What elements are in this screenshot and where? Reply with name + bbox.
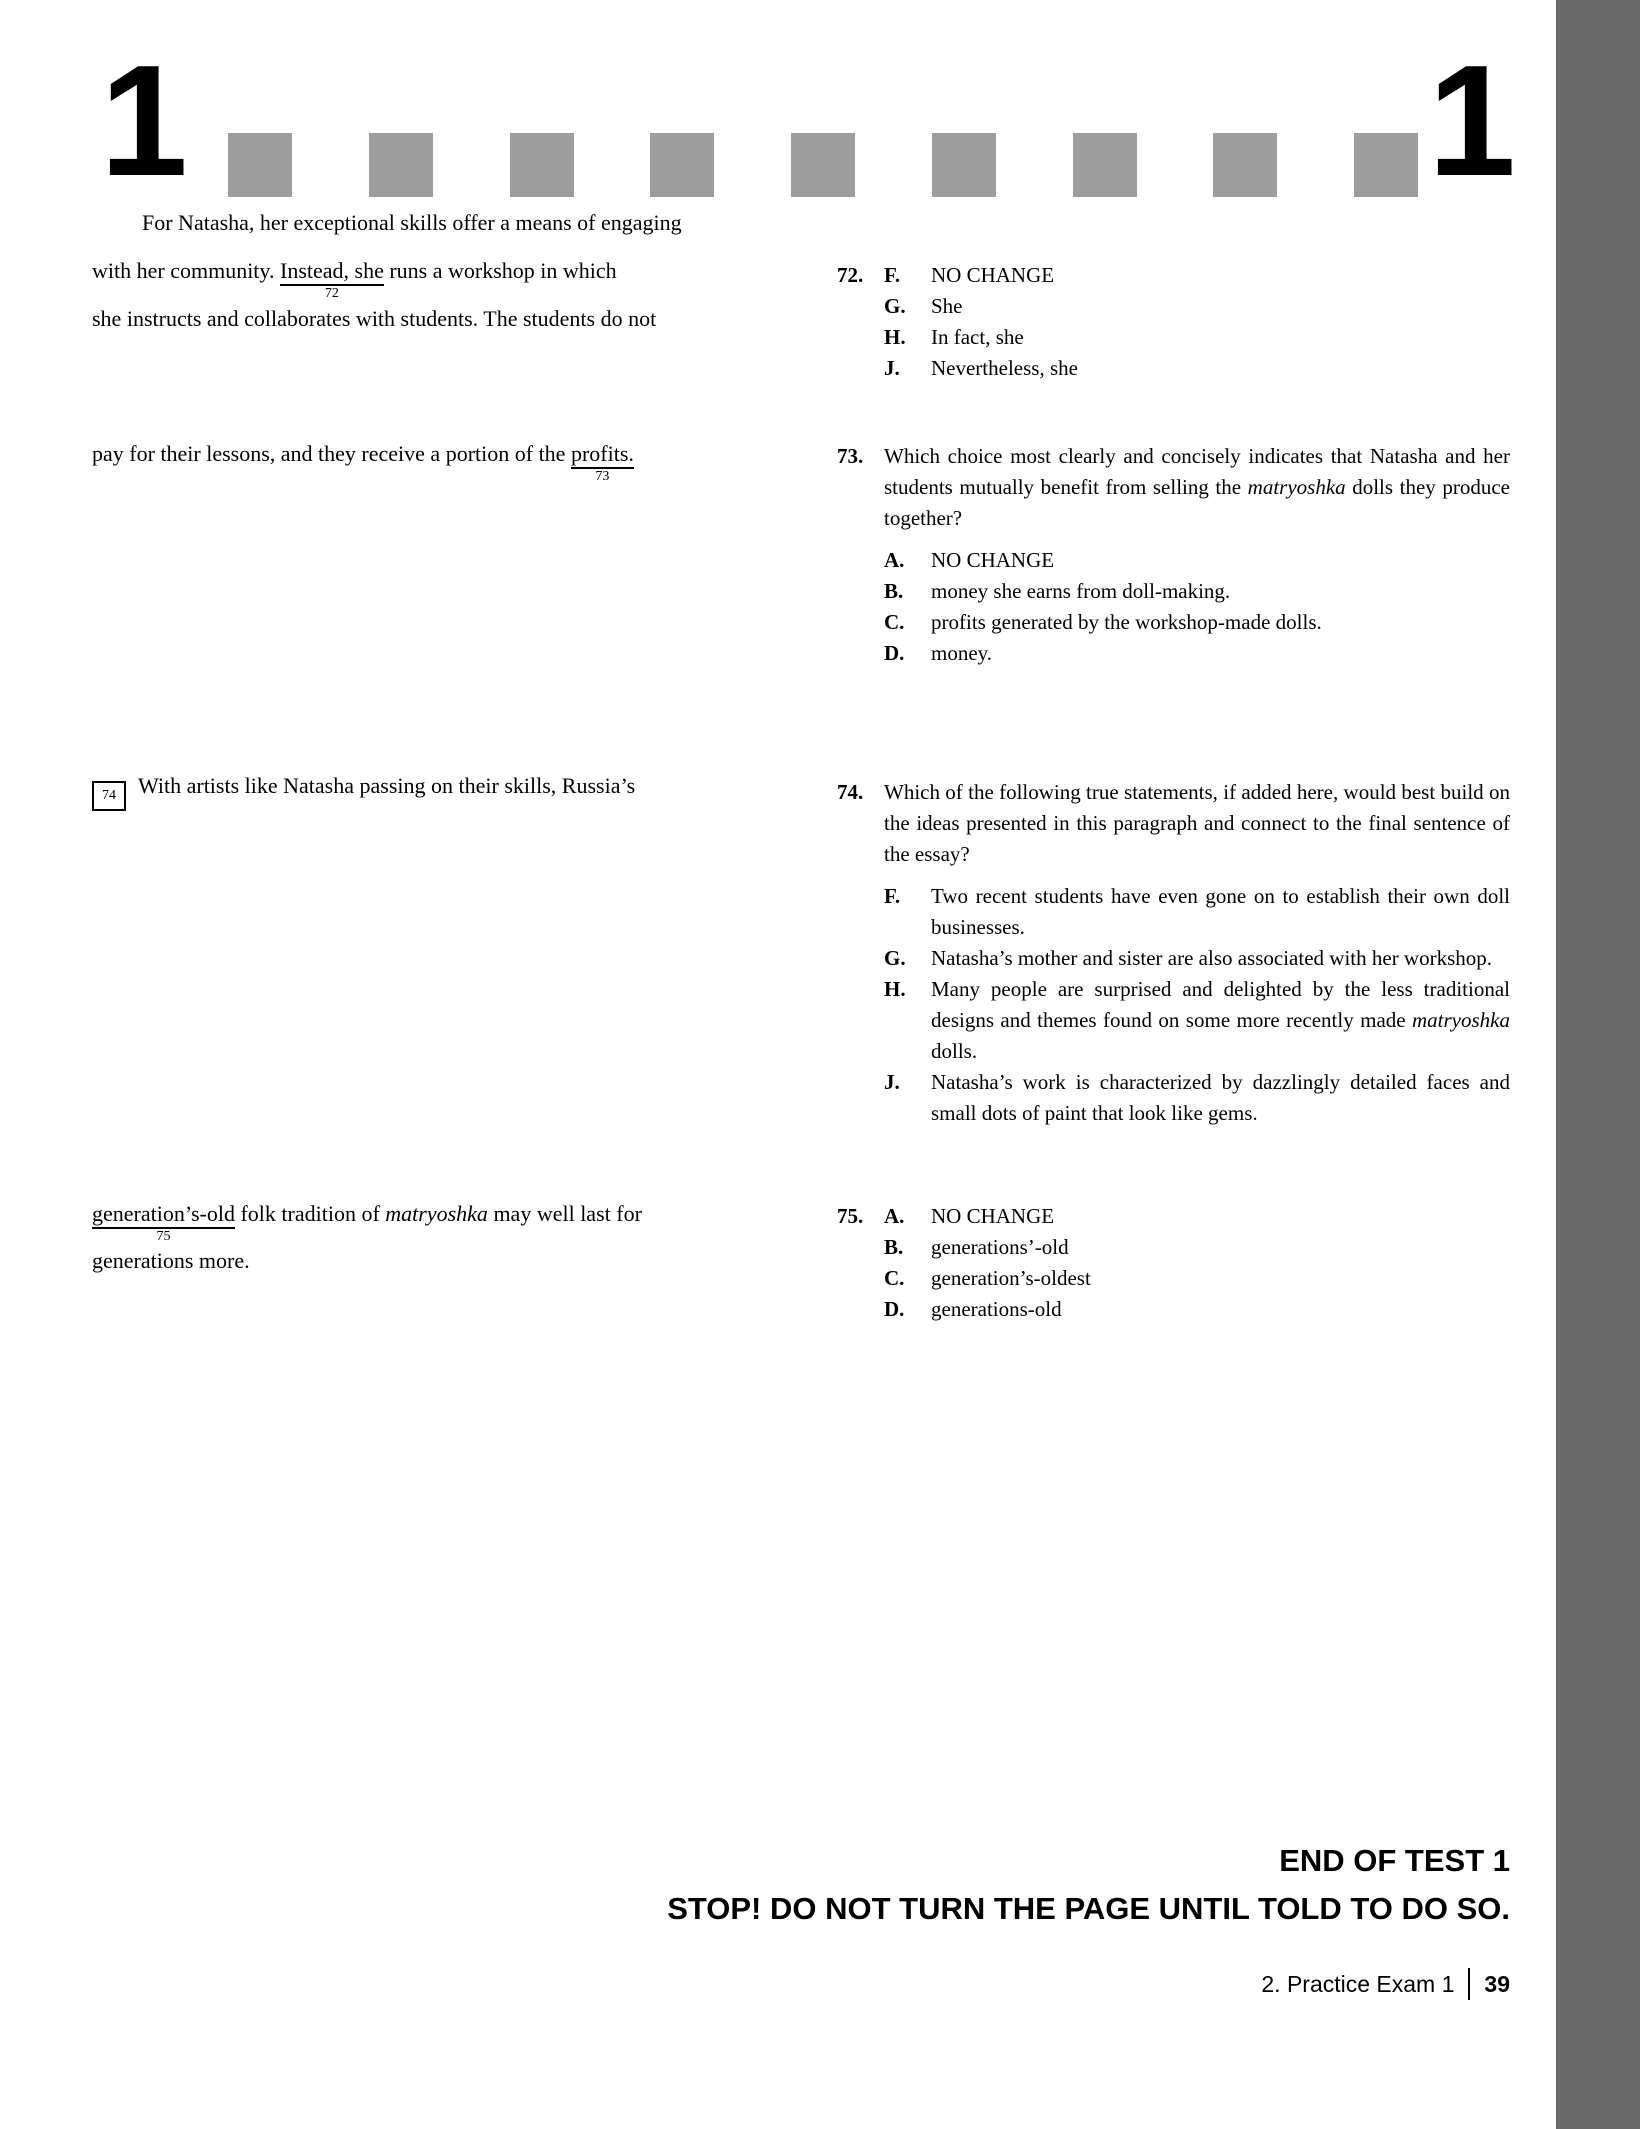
choice-letter: D.	[884, 1297, 905, 1321]
choices	[884, 881, 1510, 1129]
question-number: 73.	[837, 444, 864, 468]
choice-letter: J.	[884, 1070, 900, 1094]
header-square	[1073, 133, 1137, 197]
choice-letter: A.	[884, 1204, 905, 1228]
choices	[884, 545, 1510, 669]
choice-letter: H.	[884, 325, 906, 349]
choice-letter: B.	[884, 579, 904, 603]
question-74	[837, 777, 1510, 1129]
question-number: 74.	[837, 780, 864, 804]
question-number: 75.	[837, 1204, 864, 1228]
underlined-segment-73	[570, 441, 634, 484]
choice-letter: F.	[884, 263, 901, 287]
passage-line	[92, 1201, 642, 1244]
footer-page-number: 39	[1484, 1970, 1510, 1997]
header-square	[510, 133, 574, 197]
question-75	[837, 1201, 1510, 1325]
header-numeral-right: 1	[1428, 33, 1512, 209]
choice-text: generations-old	[931, 1297, 1062, 1321]
choice-text: Two recent students have even gone on to establish their own doll businesses.	[931, 884, 1510, 939]
choice-text: NO CHANGE	[931, 1204, 1055, 1228]
passage-text: pay for their lessons, and they receive a portion of the	[92, 441, 571, 466]
choice-text-part: Many people are surprised and delighted by the less traditional designs and themes found on some more recently made	[931, 977, 1510, 1032]
boxed-sentence-number-74: 74	[92, 781, 126, 811]
header-square	[932, 133, 996, 197]
choice-text: money she earns from doll-making.	[931, 579, 1231, 603]
choice-73-c	[884, 607, 1510, 638]
underlined-text: Instead, she	[280, 258, 384, 283]
choice-text-part: dolls.	[931, 1039, 978, 1063]
choice-text: Nevertheless, she	[931, 356, 1078, 380]
header-square	[791, 133, 855, 197]
choice-text: In fact, she	[931, 325, 1024, 349]
stem-italic-term: matryoshka	[1247, 475, 1346, 499]
choice-text: generations’-old	[931, 1235, 1069, 1259]
choice-74-j	[884, 1067, 1510, 1129]
choice-72-h	[884, 322, 1510, 353]
header-square	[369, 133, 433, 197]
segment-number-75: 75	[156, 1229, 171, 1244]
choice-letter: C.	[884, 610, 905, 634]
footer-section-label: 2. Practice Exam 1	[1261, 1970, 1455, 1997]
question-73	[837, 441, 1510, 669]
passage-text: With artists like Natasha passing on their skills, Russia’s	[138, 773, 636, 798]
choice-74-h	[884, 974, 1510, 1067]
passage-line	[92, 210, 682, 236]
passage-line	[92, 258, 617, 301]
choice-letter: H.	[884, 977, 906, 1001]
question-72	[837, 260, 1510, 384]
underlined-text: profits.	[570, 441, 634, 466]
passage-text: folk tradition of	[234, 1201, 386, 1226]
underlined-text: generation’s-old	[92, 1201, 235, 1226]
choice-73-d	[884, 638, 1510, 669]
choice-letter: G.	[884, 294, 906, 318]
end-of-test-label: END OF TEST 1	[1279, 1843, 1510, 1878]
passage-text: For Natasha, her exceptional skills offer a means of engaging	[142, 210, 682, 235]
choice-letter: A.	[884, 548, 905, 572]
choice-text: money.	[931, 641, 993, 665]
passage-text: generations more.	[92, 1248, 250, 1273]
header-square	[1213, 133, 1277, 197]
choice-letter: F.	[884, 884, 901, 908]
choice-text: She	[931, 294, 963, 318]
question-stem	[884, 441, 1510, 534]
choice-letter: B.	[884, 1235, 904, 1259]
choice-72-f	[884, 260, 1510, 291]
header-squares	[228, 133, 1418, 197]
stem-text: dolls they produce together?	[884, 475, 1510, 530]
header-square	[1354, 133, 1418, 197]
choices	[884, 1201, 1510, 1325]
underlined-segment-75	[92, 1201, 235, 1244]
passage-line	[92, 773, 635, 811]
choice-text	[931, 974, 1510, 1067]
header-square	[650, 133, 714, 197]
passage-line	[92, 441, 634, 484]
stop-instruction: STOP! DO NOT TURN THE PAGE UNTIL TOLD TO DO SO.	[667, 1891, 1510, 1926]
passage-text: may well last for	[487, 1201, 642, 1226]
choice-letter: G.	[884, 946, 906, 970]
choice-73-a	[884, 545, 1510, 576]
underlined-segment-72	[280, 258, 384, 301]
choice-75-c	[884, 1263, 1510, 1294]
passage-line	[92, 306, 656, 332]
choice-text: profits generated by the workshop-made dolls.	[931, 610, 1322, 634]
choice-italic-term: matryoshka	[1412, 1008, 1510, 1032]
choice-text: NO CHANGE	[931, 548, 1055, 572]
choice-75-a	[884, 1201, 1510, 1232]
stem-text: Which choice most clearly and concisely indicates that Natasha and her students mutually benefit from selling the	[884, 444, 1510, 499]
choice-73-b	[884, 576, 1510, 607]
choice-text: Natasha’s mother and sister are also associated with her workshop.	[931, 946, 1493, 970]
header-square	[228, 133, 292, 197]
question-number: 72.	[837, 263, 864, 287]
passage-text: she instructs and collaborates with students. The students do not	[92, 306, 657, 331]
passage-text: runs a workshop in which	[383, 258, 617, 283]
passage-line	[92, 1248, 250, 1274]
choice-letter: J.	[884, 356, 900, 380]
question-stem: Which of the following true statements, if added here, would best build on the ideas presented in this paragraph and connect to the final sentence of the essay?	[884, 780, 1510, 866]
choice-74-f	[884, 881, 1510, 943]
choices	[884, 260, 1510, 384]
choice-75-b	[884, 1232, 1510, 1263]
choice-75-d	[884, 1294, 1510, 1325]
choice-72-j	[884, 353, 1510, 384]
passage-text: with her community.	[92, 258, 280, 283]
choice-74-g	[884, 943, 1510, 974]
choice-letter: C.	[884, 1266, 905, 1290]
page-edge-bar	[1556, 0, 1640, 2129]
page-footer	[1261, 1968, 1510, 2000]
choice-letter: D.	[884, 641, 905, 665]
choice-text: generation’s-oldest	[931, 1266, 1091, 1290]
choice-text: NO CHANGE	[931, 263, 1055, 287]
segment-number-73: 73	[595, 469, 610, 484]
header-numeral-left: 1	[100, 33, 184, 209]
choice-text: Natasha’s work is characterized by dazzlingly detailed faces and small dots of paint that look like gems.	[931, 1070, 1510, 1125]
segment-number-72: 72	[324, 286, 339, 301]
choice-72-g	[884, 291, 1510, 322]
footer-divider	[1468, 1968, 1470, 2000]
passage-italic-term: matryoshka	[385, 1201, 488, 1226]
